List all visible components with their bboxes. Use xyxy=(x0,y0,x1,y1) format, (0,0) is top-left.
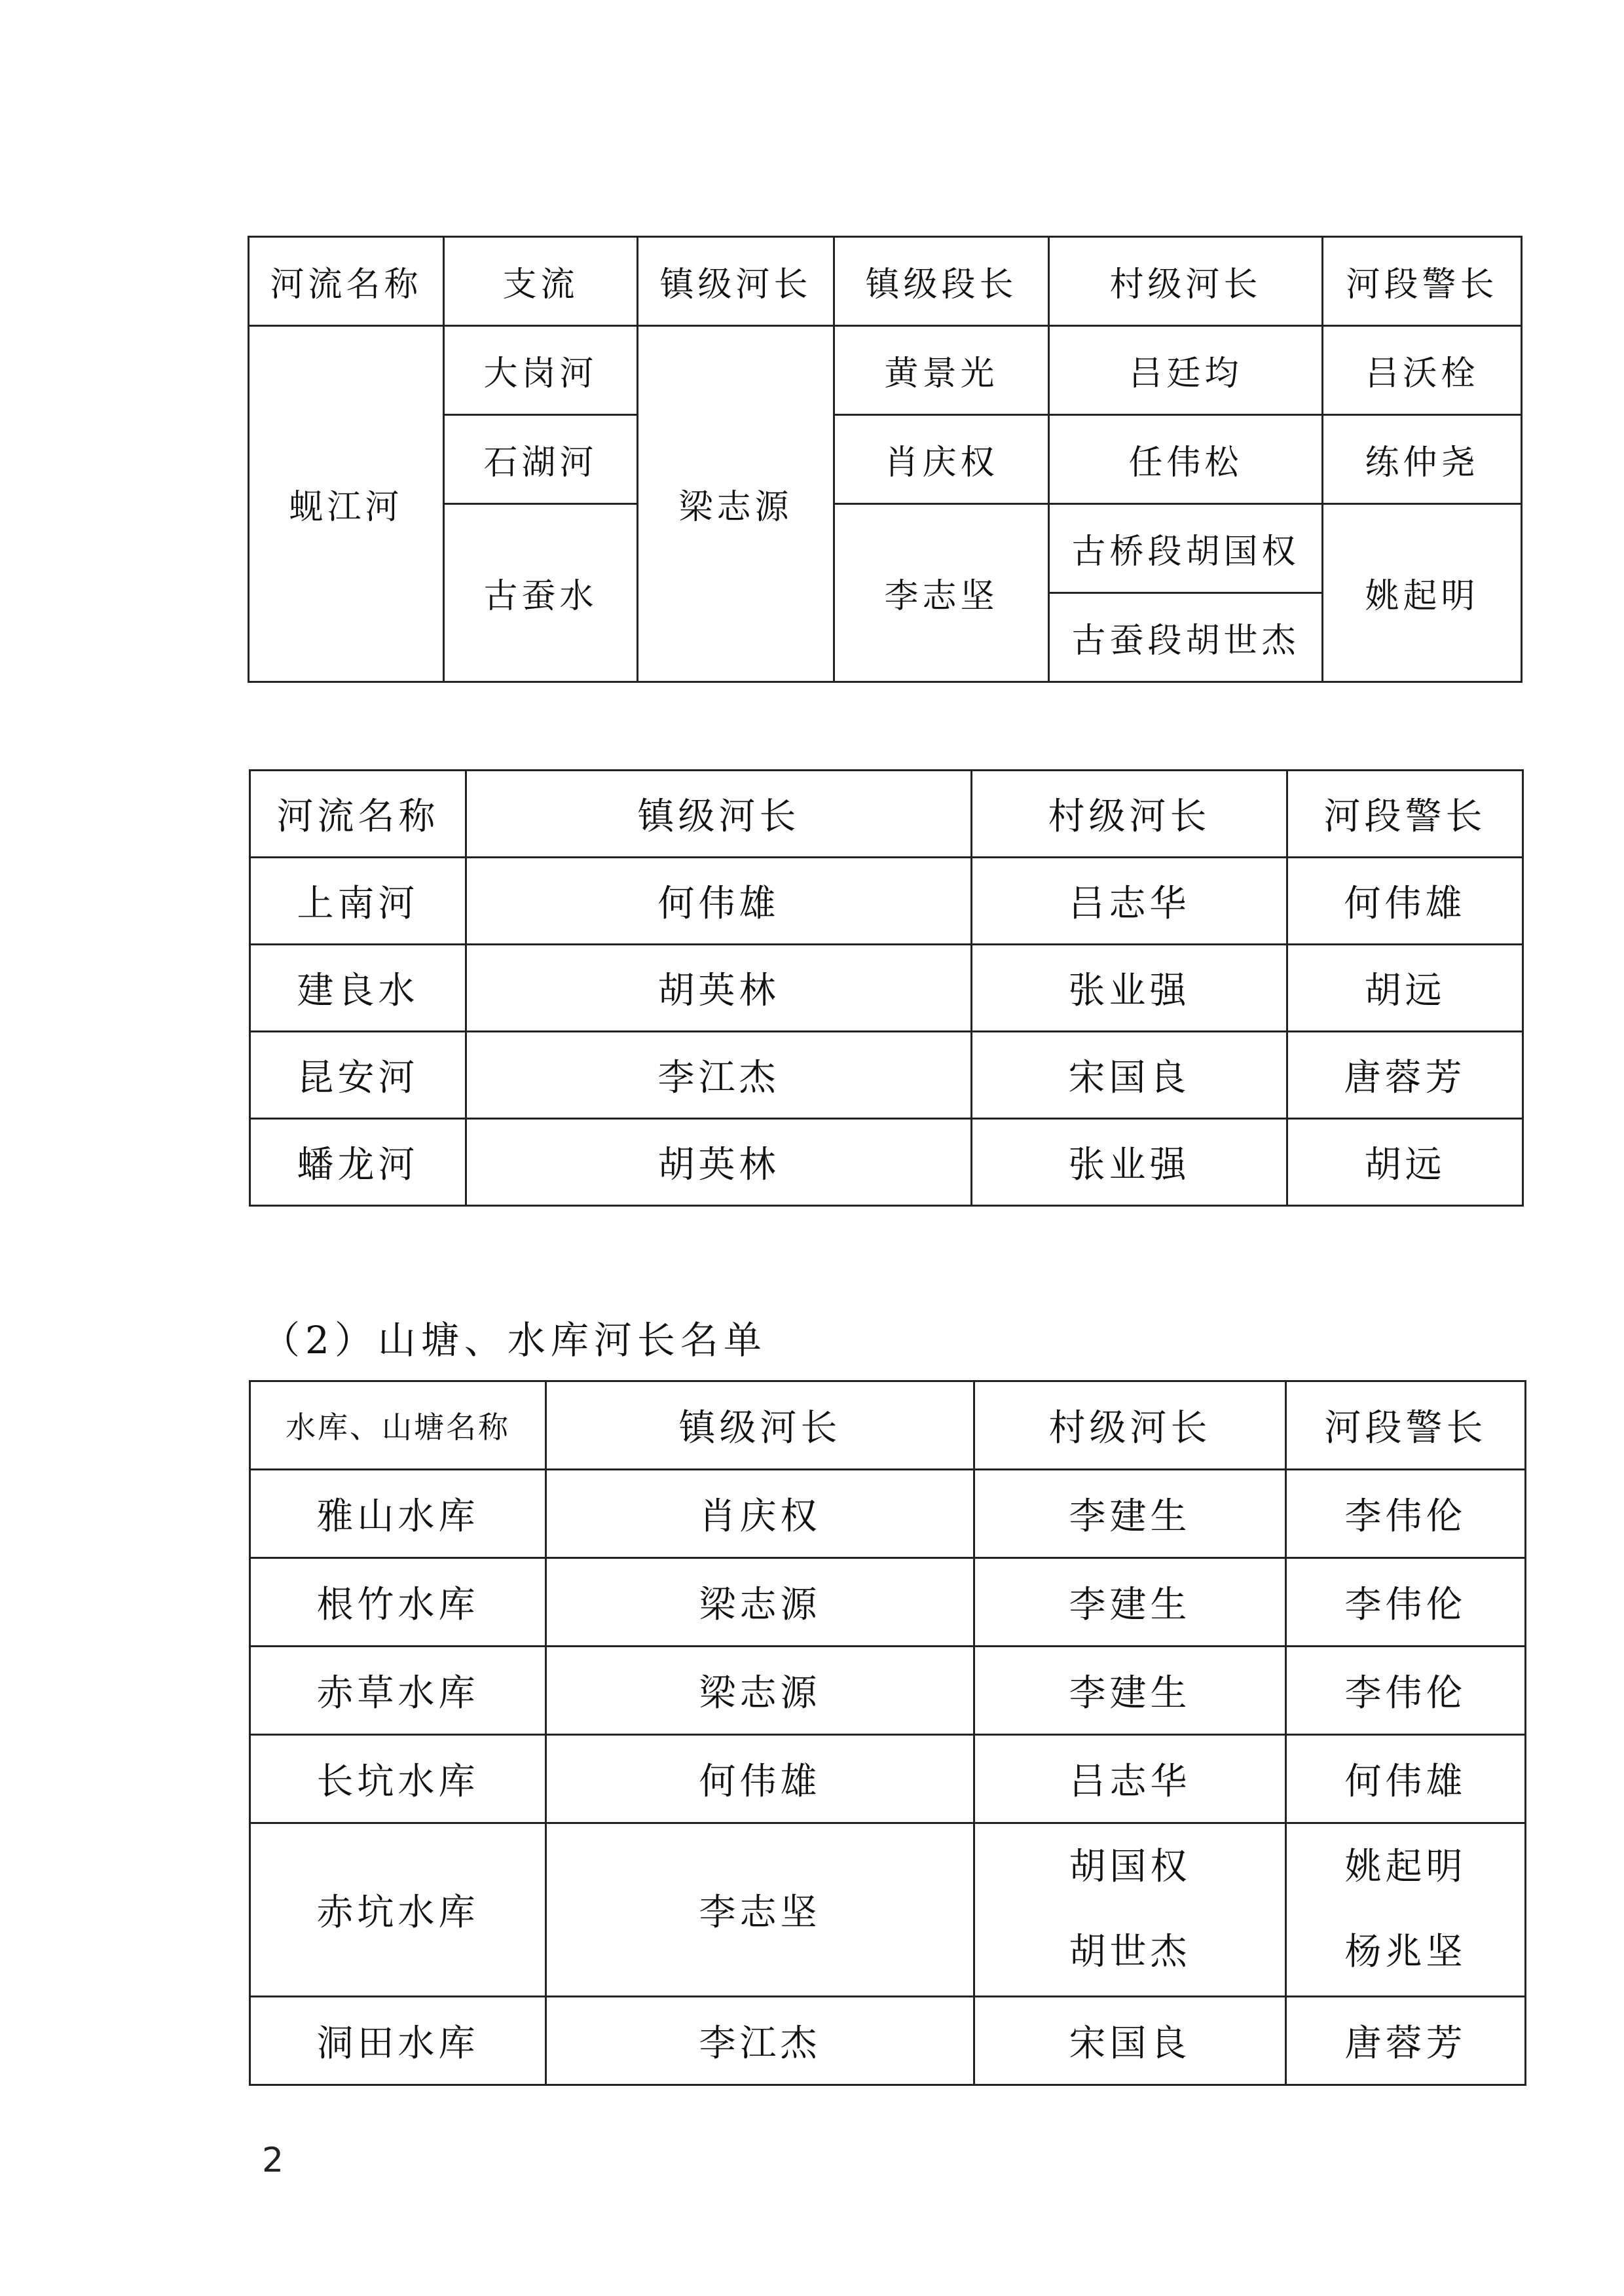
table-cell: 上南河 xyxy=(250,858,466,945)
police-chief-cell: 姚起明 xyxy=(1323,504,1522,682)
village-chief-cell: 任伟松 xyxy=(1049,415,1323,504)
village-chief-cell: 吕廷均 xyxy=(1049,326,1323,415)
town-chief-cell: 梁志源 xyxy=(638,326,834,682)
police-chief-cell: 练仲尧 xyxy=(1323,415,1522,504)
table-cell: 何伟雄 xyxy=(1286,1735,1526,1823)
table-cell: 赤坑水库 xyxy=(250,1823,546,1997)
header-cell: 河段警长 xyxy=(1287,771,1523,858)
header-cell: 支流 xyxy=(444,237,638,326)
header-cell: 镇级河长 xyxy=(546,1381,974,1470)
table-row xyxy=(250,1997,1526,2085)
header-cell: 河流名称 xyxy=(250,771,466,858)
table-cell: 胡远 xyxy=(1287,945,1523,1032)
table-cell xyxy=(1286,1823,1526,1997)
table-cell: 李建生 xyxy=(974,1558,1286,1647)
table-cell: 胡远 xyxy=(1287,1119,1523,1206)
table-row xyxy=(250,1647,1526,1735)
header-cell: 河段警长 xyxy=(1323,237,1522,326)
header-cell: 村级河长 xyxy=(972,771,1287,858)
table-row xyxy=(250,1119,1523,1206)
header-cell: 镇级河长 xyxy=(466,771,972,858)
table-cell: 吕志华 xyxy=(972,858,1287,945)
table-row xyxy=(250,1470,1526,1558)
table-cell: 根竹水库 xyxy=(250,1558,546,1647)
table-cell: 梁志源 xyxy=(546,1647,974,1735)
tributary-cell: 石湖河 xyxy=(444,415,638,504)
header-cell: 水库、山塘名称 xyxy=(250,1381,546,1470)
section-heading: （2）山塘、水库河长名单 xyxy=(262,1318,767,1362)
table-cell: 吕志华 xyxy=(974,1735,1286,1823)
table-cell: 唐蓉芳 xyxy=(1287,1032,1523,1119)
table-cell: 李志坚 xyxy=(546,1823,974,1997)
table-row xyxy=(250,945,1523,1032)
table-cell: 李建生 xyxy=(974,1470,1286,1558)
table-cell: 何伟雄 xyxy=(466,858,972,945)
table-header-row xyxy=(250,1381,1526,1470)
river-name-cell: 蚬江河 xyxy=(249,326,444,682)
table-cell: 张业强 xyxy=(972,945,1287,1032)
section-chief-cell: 肖庆权 xyxy=(834,415,1049,504)
table-row xyxy=(250,1823,1526,1997)
header-cell: 村级河长 xyxy=(974,1381,1286,1470)
table-cell: 长坑水库 xyxy=(250,1735,546,1823)
table-cell: 宋国良 xyxy=(974,1997,1286,2085)
village-chief-cell: 古蚕段胡世杰 xyxy=(1049,593,1323,682)
table-cell: 蟠龙河 xyxy=(250,1119,466,1206)
page-number: 2 xyxy=(262,2141,284,2180)
police-chief-name: 杨兆坚 xyxy=(1344,1931,1467,1973)
river-chief-table xyxy=(248,236,1522,683)
header-cell: 河段警长 xyxy=(1286,1381,1526,1470)
table-cell: 梁志源 xyxy=(546,1558,974,1647)
table-cell: 胡英林 xyxy=(466,945,972,1032)
table-row xyxy=(250,1735,1526,1823)
tributary-cell: 古蚕水 xyxy=(444,504,638,682)
table-cell: 李伟伦 xyxy=(1286,1647,1526,1735)
village-chief-name: 胡世杰 xyxy=(1069,1931,1191,1973)
table-header-row xyxy=(250,771,1523,858)
section-chief-cell: 黄景光 xyxy=(834,326,1049,415)
village-chief-name: 胡国权 xyxy=(1069,1846,1191,1888)
table-cell: 何伟雄 xyxy=(546,1735,974,1823)
reservoir-chief-table xyxy=(249,1380,1526,2086)
table-cell: 李伟伦 xyxy=(1286,1470,1526,1558)
table-cell: 洞田水库 xyxy=(250,1997,546,2085)
header-cell: 村级河长 xyxy=(1049,237,1323,326)
table-cell: 肖庆权 xyxy=(546,1470,974,1558)
table-cell: 赤草水库 xyxy=(250,1647,546,1735)
header-cell: 镇级段长 xyxy=(834,237,1049,326)
table-cell: 昆安河 xyxy=(250,1032,466,1119)
table-cell: 唐蓉芳 xyxy=(1286,1997,1526,2085)
table-cell: 李伟伦 xyxy=(1286,1558,1526,1647)
table-cell: 张业强 xyxy=(972,1119,1287,1206)
table-row xyxy=(250,1032,1523,1119)
table-cell: 何伟雄 xyxy=(1287,858,1523,945)
police-chief-name: 姚起明 xyxy=(1344,1846,1467,1888)
table-row xyxy=(250,858,1523,945)
table-row xyxy=(249,326,1522,415)
table-header-row xyxy=(249,237,1522,326)
table-cell xyxy=(974,1823,1286,1997)
table-cell: 李江杰 xyxy=(546,1997,974,2085)
section-chief-cell: 李志坚 xyxy=(834,504,1049,682)
tributary-cell: 大岗河 xyxy=(444,326,638,415)
table-row xyxy=(250,1558,1526,1647)
header-cell: 河流名称 xyxy=(249,237,444,326)
table-cell: 宋国良 xyxy=(972,1032,1287,1119)
table-cell: 胡英林 xyxy=(466,1119,972,1206)
village-chief-cell: 古桥段胡国权 xyxy=(1049,504,1323,593)
police-chief-cell: 吕沃栓 xyxy=(1323,326,1522,415)
table-cell: 雅山水库 xyxy=(250,1470,546,1558)
table-cell: 李江杰 xyxy=(466,1032,972,1119)
table-cell: 李建生 xyxy=(974,1647,1286,1735)
river-chief-table-2 xyxy=(249,769,1524,1207)
header-cell: 镇级河长 xyxy=(638,237,834,326)
table-cell: 建良水 xyxy=(250,945,466,1032)
